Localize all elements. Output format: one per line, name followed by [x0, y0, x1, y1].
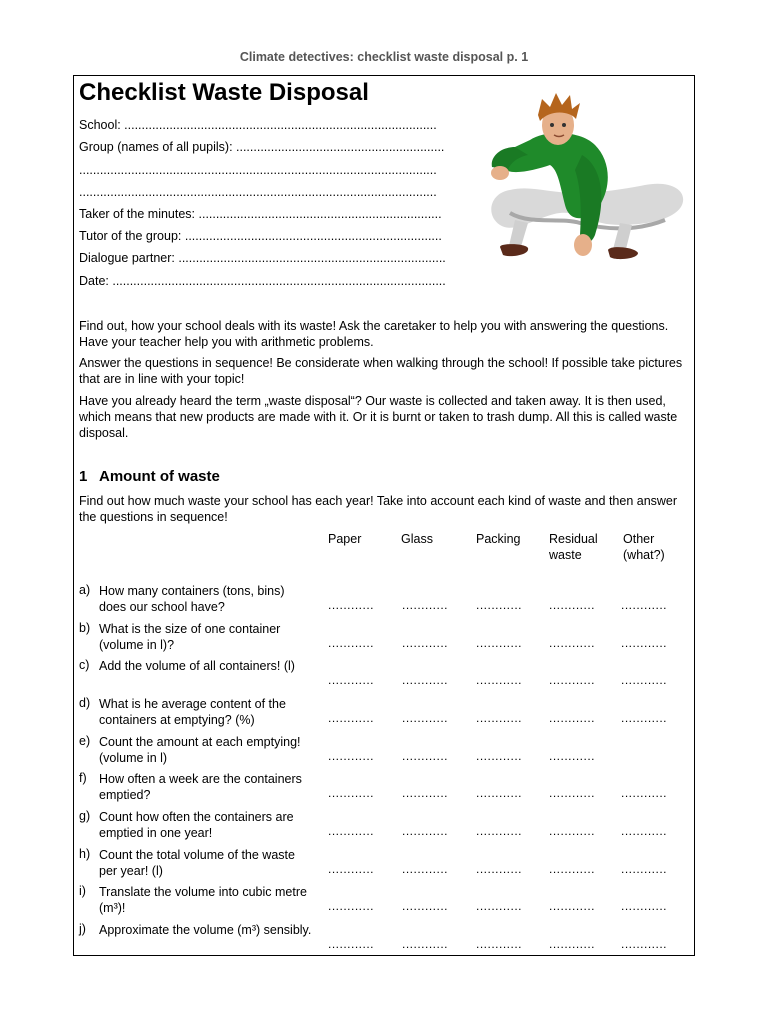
answer-blank[interactable]: ............: [621, 899, 668, 913]
answer-blank[interactable]: ............: [402, 673, 449, 687]
answer-blank[interactable]: ............: [402, 786, 449, 800]
crouching-boy-illustration: [470, 85, 690, 290]
answer-blank[interactable]: ............: [328, 786, 375, 800]
row-letter: h): [79, 847, 91, 861]
answer-blank[interactable]: ............: [621, 711, 668, 725]
answer-blank[interactable]: ............: [402, 824, 449, 838]
answer-blank[interactable]: ............: [549, 862, 596, 876]
section-heading: [79, 468, 220, 485]
intro-paragraph-3: Have you already heard the term „waste disposal“? Our waste is collected and taken away. It is then used, which means that new products are made with it. Or it is burnt or taken to trash dump. All this is called waste disposal.: [79, 394, 678, 440]
answer-blank[interactable]: ............: [549, 786, 596, 800]
left-shoe: [500, 244, 528, 256]
answer-blank[interactable]: ............: [476, 862, 523, 876]
intro-paragraph-1: Find out, how your school deals with its waste! Ask the caretaker to help you with answering the questions. Have your teacher help you with arithmetic problems.: [79, 319, 669, 349]
column-header-residual-waste: Residual waste: [549, 532, 598, 562]
section-title: Amount of waste: [99, 468, 220, 485]
row-letter: d): [79, 696, 91, 710]
group-field-line-2[interactable]: .......................................................................................................: [79, 163, 437, 177]
answer-blank[interactable]: ............: [402, 749, 449, 763]
column-header-other: Other (what?): [623, 532, 665, 562]
answer-blank[interactable]: ............: [476, 598, 523, 612]
row-letter: e): [79, 734, 91, 748]
row-question: How often a week are the containers emptied?: [99, 772, 302, 802]
intro-paragraph-2: Answer the questions in sequence! Be considerate when walking through the school! If possible take pictures that are in line with your topic!: [79, 356, 683, 386]
row-question: Count how often the containers are emptied in one year!: [99, 810, 294, 840]
row-question: What is the size of one container (volume in l)?: [99, 622, 281, 652]
row-question: How many containers (tons, bins) does our school have?: [99, 584, 285, 614]
group-field-line-3[interactable]: .......................................................................................................: [79, 185, 437, 199]
right-shoe: [608, 247, 638, 259]
row-letter: a): [79, 583, 91, 597]
row-letter: g): [79, 809, 91, 823]
row-letter: f): [79, 771, 87, 785]
answer-blank[interactable]: ............: [328, 899, 375, 913]
answer-blank[interactable]: ............: [476, 636, 523, 650]
answer-blank[interactable]: ............: [476, 711, 523, 725]
answer-blank[interactable]: ............: [328, 862, 375, 876]
answer-blank[interactable]: ............: [328, 598, 375, 612]
hand: [574, 234, 592, 256]
column-header-packing: Packing: [476, 532, 521, 546]
row-question: Translate the volume into cubic metre (m³)!: [99, 885, 307, 915]
date-field[interactable]: Date: ................................................................................................: [79, 274, 446, 288]
answer-blank[interactable]: ............: [476, 673, 523, 687]
answer-blank[interactable]: ............: [476, 786, 523, 800]
answer-blank[interactable]: ............: [328, 937, 375, 951]
section-instructions: Find out how much waste your school has each year! Take into account each kind of waste and then answer the questions in sequence!: [79, 494, 678, 524]
dialogue-partner-field[interactable]: Dialogue partner: .............................................................................: [79, 251, 446, 265]
answer-blank[interactable]: ............: [328, 636, 375, 650]
column-header-paper: Paper: [328, 532, 362, 546]
answer-blank[interactable]: ............: [328, 824, 375, 838]
page-title: Checklist Waste Disposal: [79, 79, 369, 106]
group-field[interactable]: Group (names of all pupils): ............................................................: [79, 140, 445, 154]
row-question: Approximate the volume (m³) sensibly.: [99, 923, 312, 937]
answer-blank[interactable]: ............: [402, 711, 449, 725]
answer-blank[interactable]: ............: [549, 636, 596, 650]
column-header-glass: Glass: [401, 532, 433, 546]
row-question: Count the total volume of the waste per year! (l): [99, 848, 295, 878]
answer-blank[interactable]: ............: [549, 711, 596, 725]
row-question: Add the volume of all containers! (l): [99, 659, 295, 673]
answer-blank[interactable]: ............: [476, 937, 523, 951]
answer-blank[interactable]: ............: [621, 598, 668, 612]
answer-blank[interactable]: ............: [402, 598, 449, 612]
section-number: 1: [79, 468, 88, 485]
answer-blank[interactable]: ............: [549, 749, 596, 763]
answer-blank[interactable]: ............: [549, 937, 596, 951]
answer-blank[interactable]: ............: [621, 862, 668, 876]
minutes-taker-field[interactable]: Taker of the minutes: ......................................................................: [79, 207, 442, 221]
answer-blank[interactable]: ............: [549, 899, 596, 913]
row-question: What is he average content of the containers at emptying? (%): [99, 697, 286, 727]
answer-blank[interactable]: ............: [621, 636, 668, 650]
row-letter: b): [79, 621, 91, 635]
row-letter: i): [79, 884, 86, 898]
answer-blank[interactable]: ............: [402, 937, 449, 951]
answer-blank[interactable]: ............: [621, 824, 668, 838]
answer-blank[interactable]: ............: [621, 786, 668, 800]
answer-blank[interactable]: ............: [328, 711, 375, 725]
row-letter: j): [79, 922, 86, 936]
answer-blank[interactable]: ............: [476, 749, 523, 763]
answer-blank[interactable]: ............: [328, 749, 375, 763]
answer-blank[interactable]: ............: [402, 862, 449, 876]
row-letter: c): [79, 658, 90, 672]
answer-blank[interactable]: ............: [621, 937, 668, 951]
answer-blank[interactable]: ............: [621, 673, 668, 687]
answer-blank[interactable]: ............: [476, 824, 523, 838]
answer-blank[interactable]: ............: [402, 899, 449, 913]
school-field[interactable]: School: ..........................................................................................: [79, 118, 437, 132]
answer-blank[interactable]: ............: [328, 673, 375, 687]
tutor-field[interactable]: Tutor of the group: ..........................................................................: [79, 229, 442, 243]
answer-blank[interactable]: ............: [549, 673, 596, 687]
answer-blank[interactable]: ............: [549, 824, 596, 838]
row-question: Count the amount at each emptying! (volume in l): [99, 735, 301, 765]
page-header: Climate detectives: checklist waste disposal p. 1: [239, 50, 529, 64]
answer-blank[interactable]: ............: [402, 636, 449, 650]
answer-blank[interactable]: ............: [549, 598, 596, 612]
answer-blank[interactable]: ............: [476, 899, 523, 913]
